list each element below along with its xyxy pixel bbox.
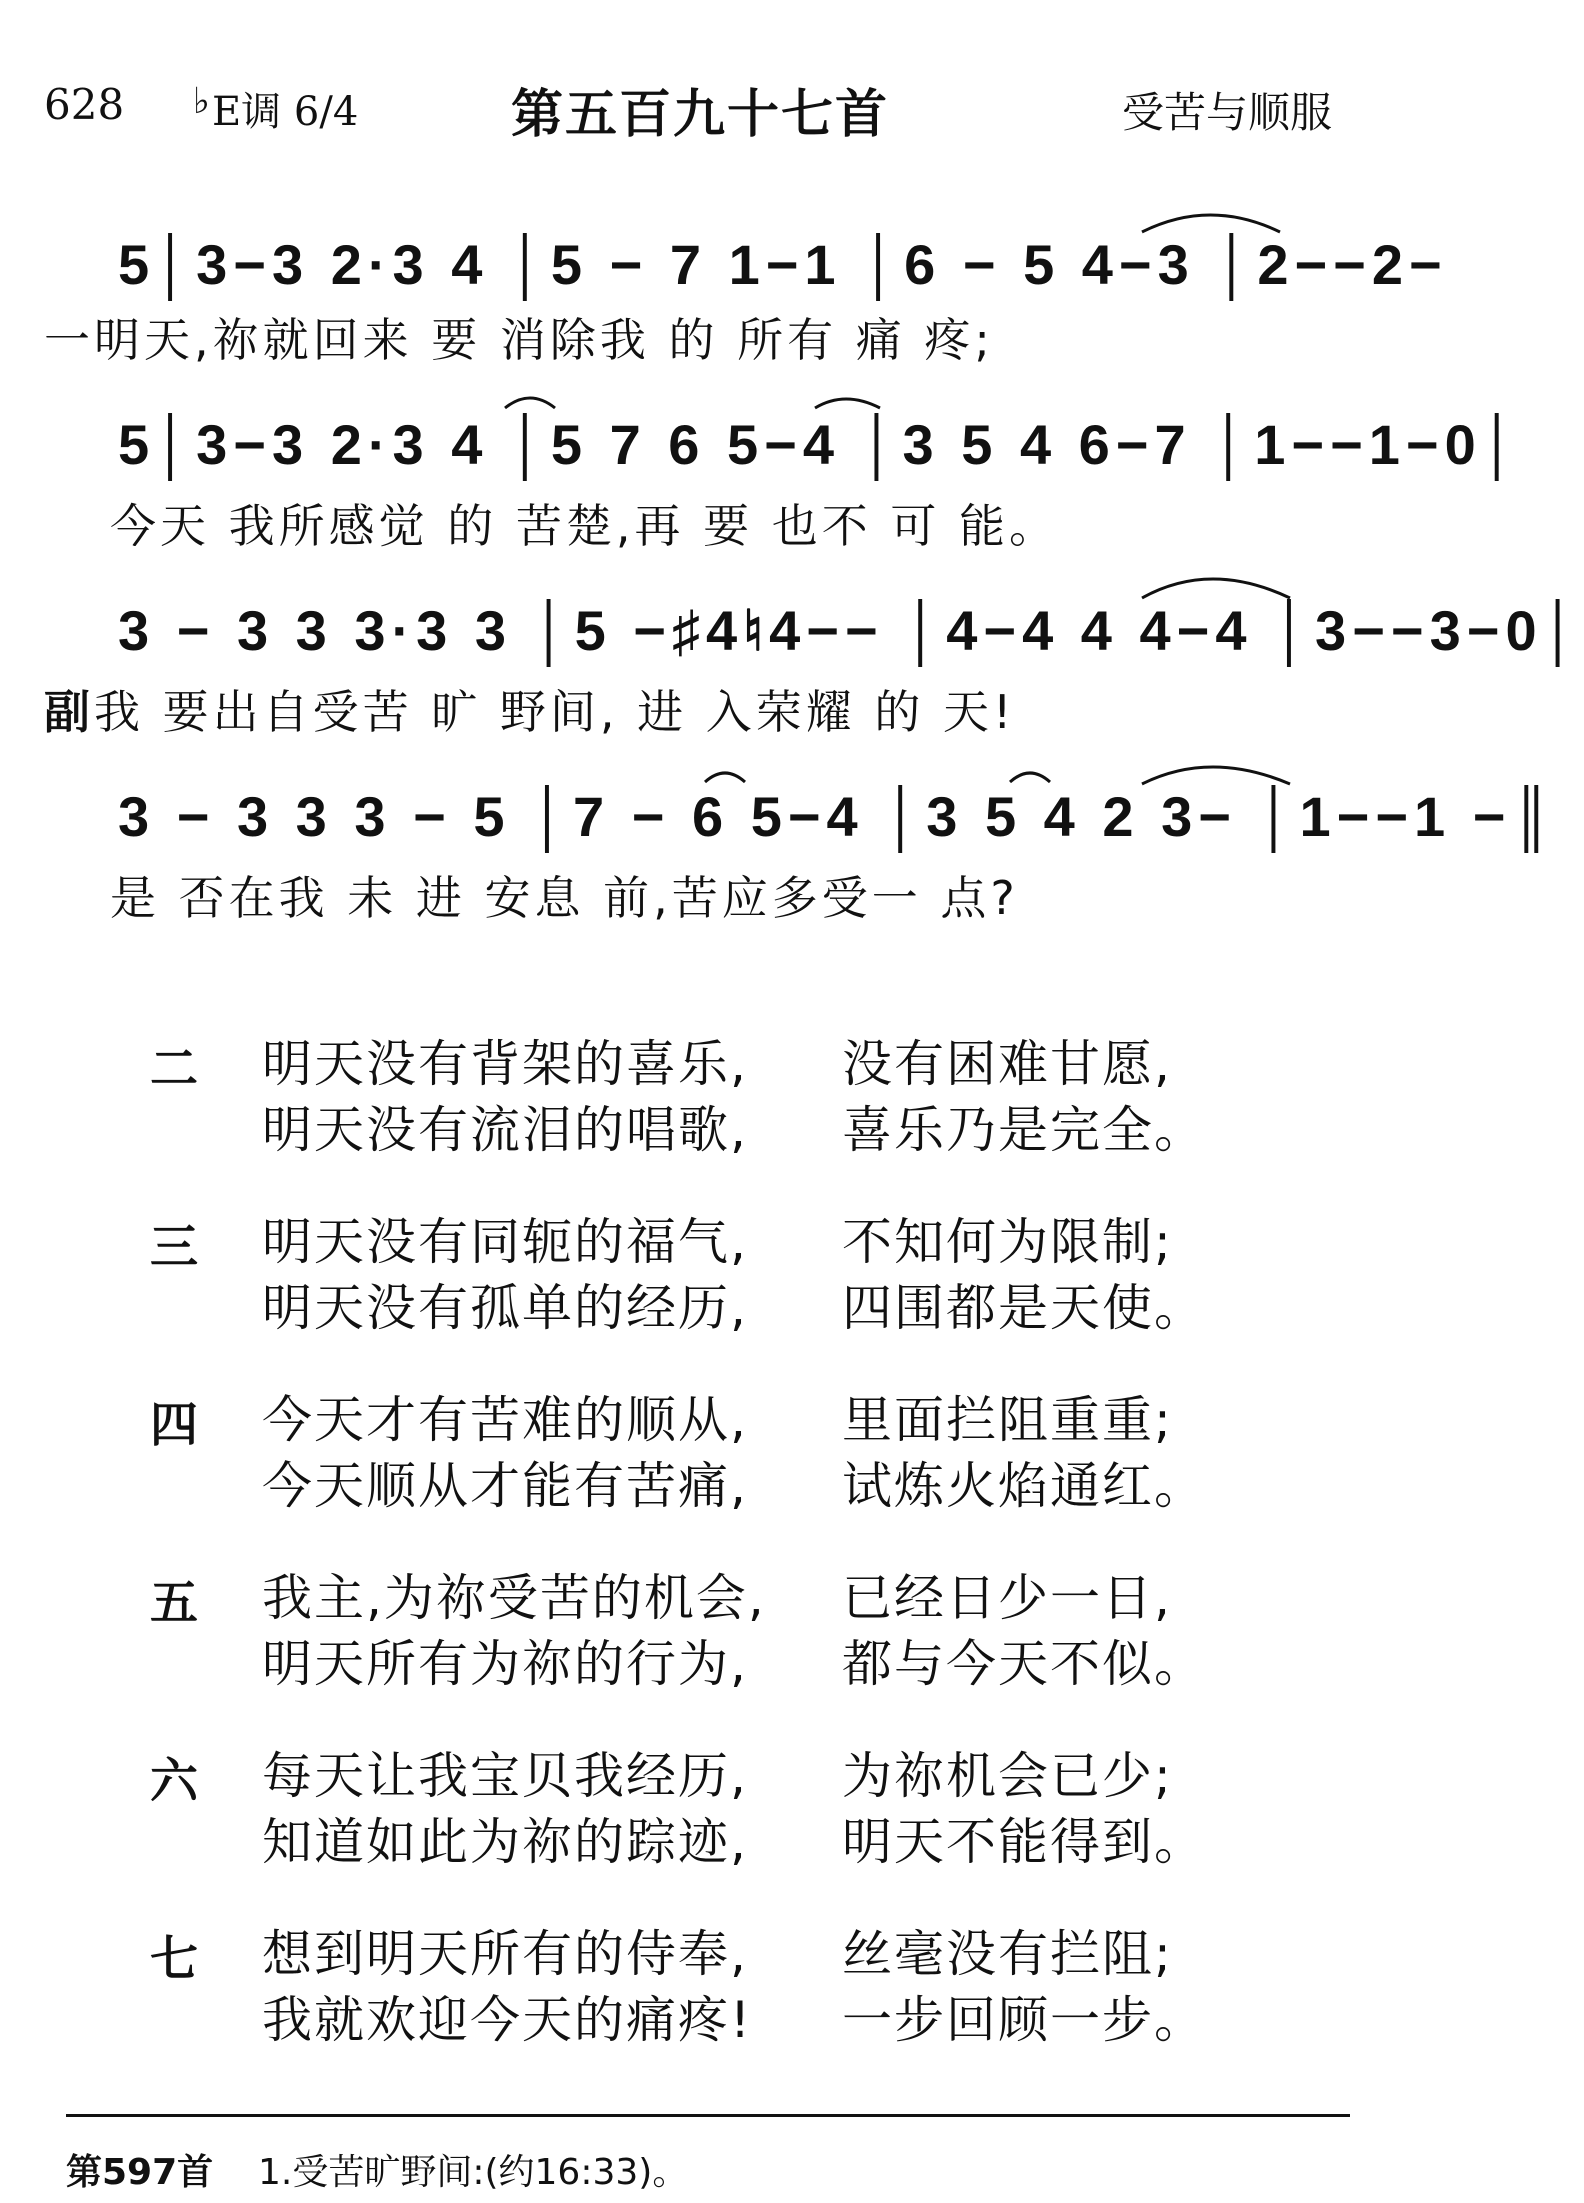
verse-number: 二 <box>150 1041 199 1097</box>
verse-line: 明天所有为祢的行为, <box>262 1635 748 1693</box>
slur <box>815 399 880 408</box>
footer-rule <box>66 2114 1350 2117</box>
verse-line: 没有困难甘愿, <box>842 1035 1172 1093</box>
chorus-tag: 副 <box>44 685 94 739</box>
lyrics-line-2: 今天 我所感觉 的 苦楚,再 要 也不 可 能。 <box>110 499 1059 553</box>
key-label: E调 6/4 <box>211 89 359 135</box>
lyrics-line-1: 一明天,祢就回来 要 消除我 的 所有 痛 疼; <box>44 313 994 367</box>
footer-hymn-ref: 第597首 <box>66 2152 214 2193</box>
verse-line: 丝毫没有拦阻; <box>842 1925 1173 1983</box>
verse-line: 明天没有流泪的唱歌, <box>262 1101 748 1159</box>
fermata <box>705 773 745 782</box>
verse-number: 七 <box>150 1931 199 1987</box>
verse-line: 已经日少一日, <box>842 1569 1172 1627</box>
verse-line: 一步回顾一步。 <box>842 1991 1206 2049</box>
lyrics-line-4: 是 否在我 未 进 安息 前,苦应多受一 点? <box>110 871 1019 925</box>
verse-line: 明天不能得到。 <box>842 1813 1206 1871</box>
verse-line: 今天才有苦难的顺从, <box>262 1391 748 1449</box>
fermata <box>1010 773 1050 782</box>
verse-line: 试炼火焰通红。 <box>842 1457 1206 1515</box>
notes-line-4: 3 − 3 3 3 − 5 │7 − 6 5−4 │3 5 4 2 3− │1−−1 −║ <box>118 785 1558 848</box>
notes-line-3: 3 − 3 3 3·3 3 │5 −♯4♮4−− │4−4 4 4−4 │3−−3−0│ <box>118 599 1584 662</box>
verse-line: 为祢机会已少; <box>842 1747 1173 1805</box>
verse-line: 想到明天所有的侍奉, <box>262 1925 748 1983</box>
verse-line: 每天让我宝贝我经历, <box>262 1747 748 1805</box>
verse-line: 明天没有孤单的经历, <box>262 1279 748 1337</box>
verse-line: 不知何为限制; <box>842 1213 1173 1271</box>
verse-line: 四围都是天使。 <box>842 1279 1206 1337</box>
verse-number: 三 <box>150 1219 199 1275</box>
notation-marks <box>0 0 1400 1000</box>
verse-line: 明天没有同轭的福气, <box>262 1213 748 1271</box>
notes-line-1: 5│3−3 2·3 4 │5 − 7 1−1 │6 − 5 4−3 │2−−2− <box>118 233 1448 296</box>
verse-line: 我主,为祢受苦的机会, <box>262 1569 766 1627</box>
verse-line: 里面拦阻重重; <box>842 1391 1173 1449</box>
verse-line: 知道如此为祢的踪迹, <box>262 1813 748 1871</box>
verse-number: 五 <box>150 1575 199 1631</box>
verse-line: 都与今天不似。 <box>842 1635 1206 1693</box>
slur <box>1142 215 1280 232</box>
verse-line: 我就欢迎今天的痛疼! <box>262 1991 753 2049</box>
verse-number: 六 <box>150 1753 199 1809</box>
flat-sign: ♭ <box>193 81 210 122</box>
hymn-category: 受苦与顺服 <box>1121 88 1332 137</box>
verse-line: 明天没有背架的喜乐, <box>262 1035 748 1093</box>
slur <box>1142 767 1290 784</box>
notes-line-2: 5│3−3 2·3 4 │5 7 6 5−4 │3 5 4 6−7 │1−−1−0│ <box>118 413 1523 476</box>
verse-line: 今天顺从才能有苦痛, <box>262 1457 748 1515</box>
lyrics-line-3-text: 我 要出自受苦 旷 野间, 进 入荣耀 的 天! <box>94 685 1016 739</box>
page-number: 628 <box>44 80 125 129</box>
verse-line: 喜乐乃是完全。 <box>842 1101 1206 1159</box>
verse-number: 四 <box>150 1397 199 1453</box>
slur <box>505 398 555 408</box>
slur <box>1142 579 1290 598</box>
footer-note: 1.受苦旷野间:(约16:33)。 <box>258 2152 689 2193</box>
hymn-title: 第五百九十七首 <box>510 85 889 145</box>
